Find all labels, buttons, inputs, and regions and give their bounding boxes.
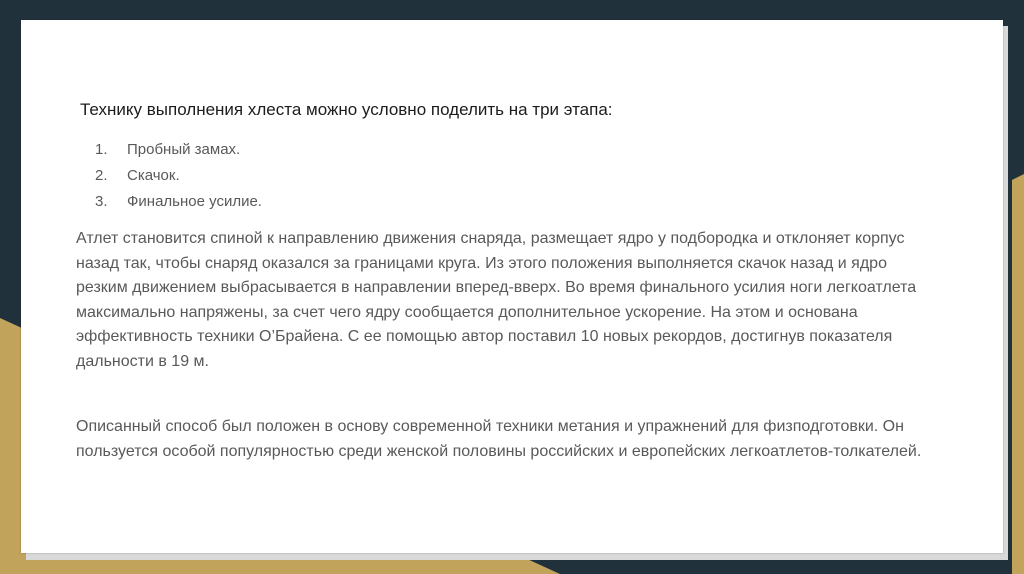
list-number: 3.	[95, 193, 108, 210]
list-item	[80, 191, 262, 217]
list-number: 1.	[95, 141, 108, 158]
list-item	[80, 139, 262, 165]
body-paragraph-usage: Описанный способ был положен в основу современной техники метания и упражнений для физподготовки. Он пользуется особой популярностью среди женской половины российских и европейских легкоатлетов-толкателей.	[76, 418, 922, 460]
steps-list	[80, 139, 262, 217]
list-item-text: Пробный замах.	[127, 141, 241, 158]
list-number: 2.	[95, 167, 108, 184]
list-item	[80, 165, 262, 191]
list-item-text: Финальное усилие.	[127, 193, 262, 210]
slide-heading: Технику выполнения хлеста можно условно поделить на три этапа:	[80, 100, 613, 119]
gold-strip-right	[1012, 174, 1024, 574]
slide-card	[21, 20, 1003, 553]
body-paragraph-technique: Атлет становится спиной к направлению движения снаряда, размещает ядро у подбородка и отклоняет корпус назад так, чтобы снаряд оказался за границами круга. Из этого положения выполняется скачок назад и ядро резким движением выбрасывается в направлении вперед-вверх. Во время финального усилия ноги легкоатлета максимально напряжены, за счет чего ядру сообщается дополнительное ускорение. На этом и основана эффективность техники О’Брайена. С ее помощью автор поставил 10 новых рекордов, достигнув показателя дальности в 19 м.	[76, 230, 917, 370]
list-item-text: Скачок.	[127, 167, 180, 184]
